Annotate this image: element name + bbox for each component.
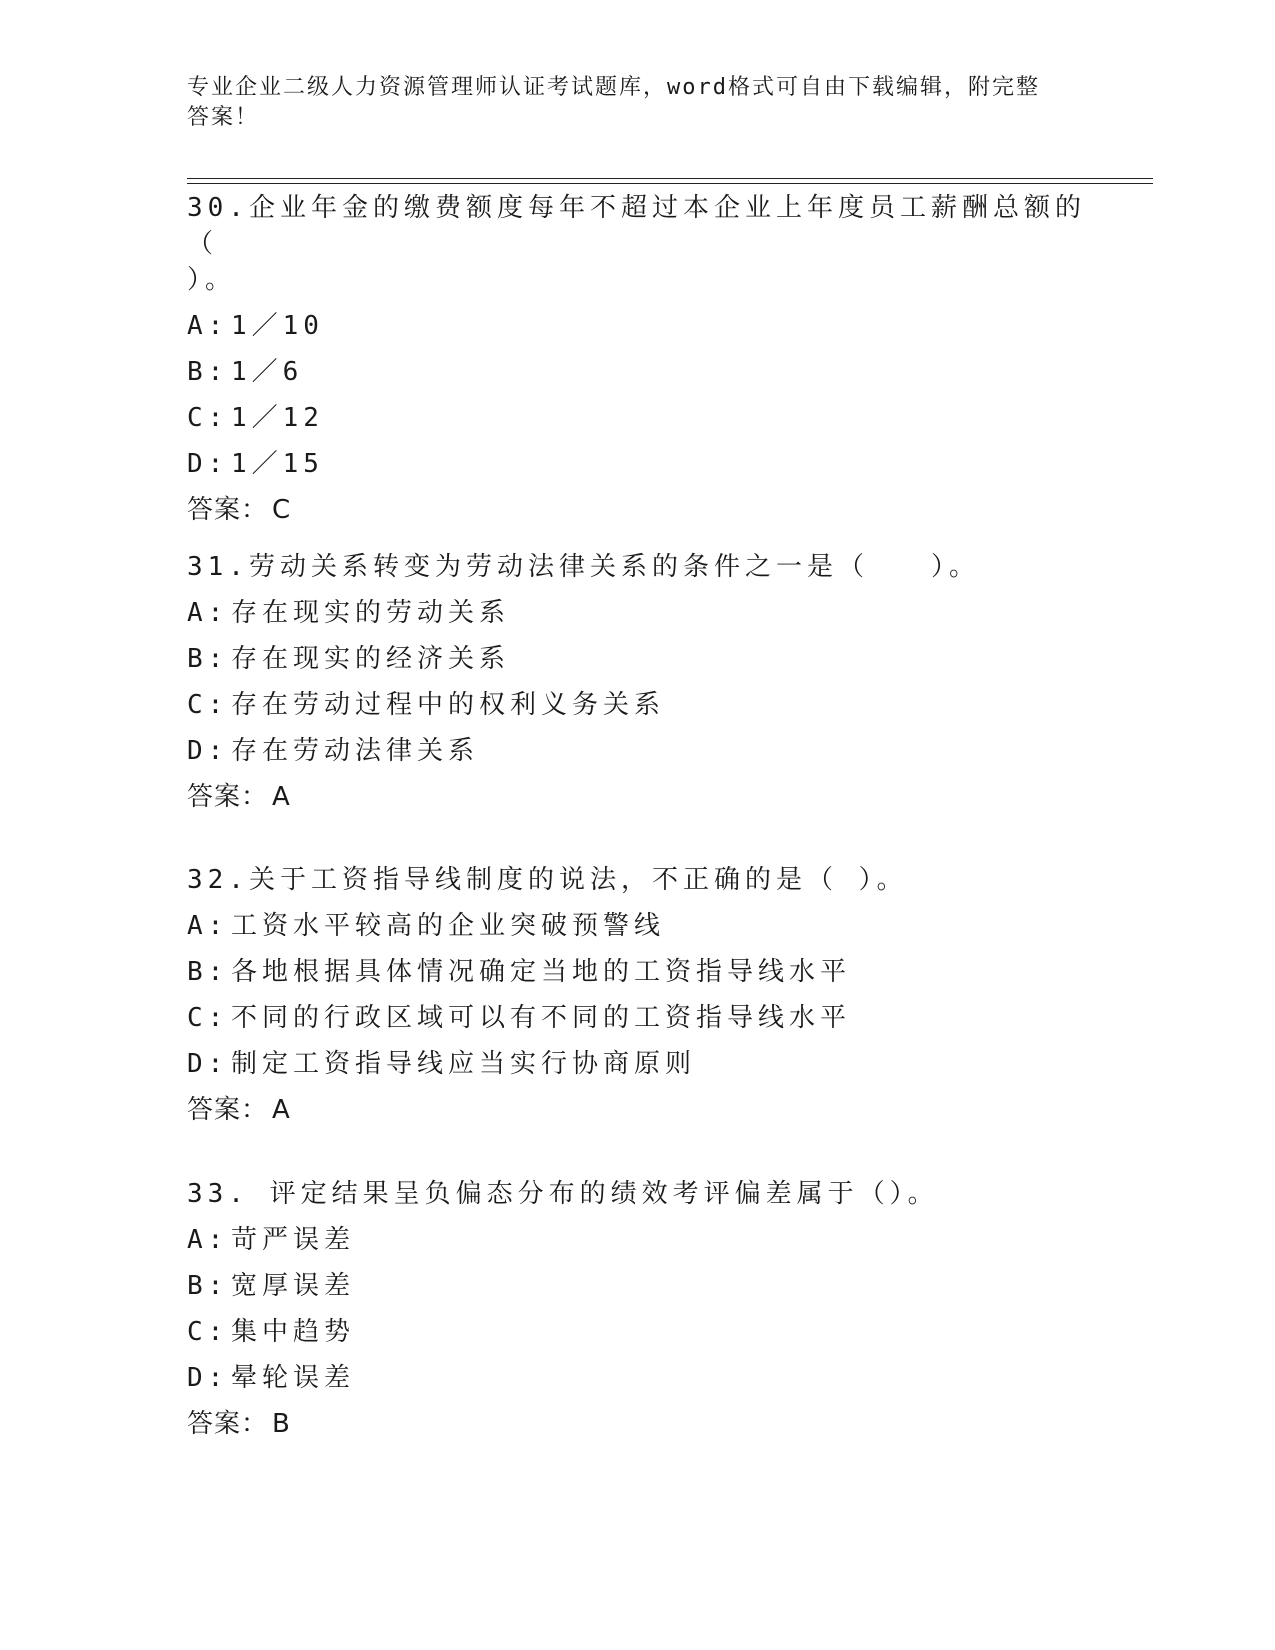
option-letter: A: bbox=[187, 1225, 229, 1255]
option-b bbox=[187, 636, 1087, 682]
option-text: 苛严误差 bbox=[231, 1225, 356, 1255]
option-c bbox=[187, 682, 1087, 728]
option-letter: C: bbox=[187, 403, 229, 433]
header-divider-bottom bbox=[187, 183, 1153, 184]
option-text: 存在劳动法律关系 bbox=[231, 736, 480, 766]
question-stem: 33. 评定结果呈负偏态分布的绩效考评偏差属于（）。 bbox=[187, 1179, 939, 1209]
option-letter: D: bbox=[187, 1363, 229, 1393]
option-d bbox=[187, 728, 1087, 774]
option-text: 制定工资指导线应当实行协商原则 bbox=[231, 1049, 697, 1079]
option-text: 不同的行政区域可以有不同的工资指导线水平 bbox=[231, 1003, 852, 1033]
answer-label: 答案： bbox=[187, 1409, 269, 1439]
header-divider-top bbox=[187, 178, 1153, 179]
option-a bbox=[187, 303, 1087, 349]
answer-line bbox=[187, 1087, 1087, 1133]
option-a bbox=[187, 1217, 1087, 1263]
option-text: 工资水平较高的企业突破预警线 bbox=[231, 911, 666, 941]
option-text: 各地根据具体情况确定当地的工资指导线水平 bbox=[231, 957, 852, 987]
option-letter: B: bbox=[187, 957, 229, 987]
option-c bbox=[187, 995, 1087, 1041]
option-c bbox=[187, 1309, 1087, 1355]
option-text: 存在现实的劳动关系 bbox=[231, 598, 511, 628]
question-stem: 30.企业年金的缴费额度每年不超过本企业上年度员工薪酬总额的（ bbox=[187, 193, 1086, 259]
option-a bbox=[187, 590, 1087, 636]
option-text: 1／10 bbox=[231, 311, 324, 341]
option-b bbox=[187, 949, 1087, 995]
question-stem: 32.关于工资指导线制度的说法，不正确的是（ ）。 bbox=[187, 865, 908, 895]
header-line-2: 答案！ bbox=[187, 105, 260, 130]
option-text: 集中趋势 bbox=[231, 1317, 356, 1347]
answer-line bbox=[187, 1401, 1087, 1447]
option-text: 1／15 bbox=[231, 449, 324, 479]
option-text: 1／6 bbox=[231, 357, 304, 387]
document-header bbox=[187, 73, 1087, 133]
question-33 bbox=[187, 1176, 1087, 1447]
option-letter: C: bbox=[187, 1317, 229, 1347]
question-30 bbox=[187, 190, 1087, 533]
question-stem: 31.劳动关系转变为劳动法律关系的条件之一是（ ）。 bbox=[187, 552, 980, 582]
option-text: 存在现实的经济关系 bbox=[231, 644, 511, 674]
option-a bbox=[187, 903, 1087, 949]
option-b bbox=[187, 1263, 1087, 1309]
question-31 bbox=[187, 549, 1087, 820]
option-text: 晕轮误差 bbox=[231, 1363, 356, 1393]
answer-value: A bbox=[272, 1095, 291, 1125]
answer-label: 答案： bbox=[187, 782, 269, 812]
header-line-1: 专业企业二级人力资源管理师认证考试题库，word格式可自由下载编辑，附完整 bbox=[187, 75, 1040, 100]
question-32 bbox=[187, 862, 1087, 1133]
option-b bbox=[187, 349, 1087, 395]
answer-label: 答案： bbox=[187, 495, 269, 525]
option-d bbox=[187, 1355, 1087, 1401]
option-letter: B: bbox=[187, 1271, 229, 1301]
option-d bbox=[187, 1041, 1087, 1087]
option-letter: A: bbox=[187, 911, 229, 941]
option-text: 1／12 bbox=[231, 403, 324, 433]
option-letter: B: bbox=[187, 644, 229, 674]
answer-value: A bbox=[272, 782, 291, 812]
option-letter: C: bbox=[187, 690, 229, 720]
option-letter: A: bbox=[187, 311, 229, 341]
option-c bbox=[187, 395, 1087, 441]
option-letter: B: bbox=[187, 357, 229, 387]
option-letter: C: bbox=[187, 1003, 229, 1033]
answer-value: C bbox=[272, 495, 292, 525]
option-text: 宽厚误差 bbox=[231, 1271, 356, 1301]
option-text: 存在劳动过程中的权利义务关系 bbox=[231, 690, 666, 720]
answer-line bbox=[187, 774, 1087, 820]
option-letter: D: bbox=[187, 1049, 229, 1079]
answer-value: B bbox=[272, 1409, 291, 1439]
option-letter: D: bbox=[187, 736, 229, 766]
question-stem-continued: ）。 bbox=[187, 265, 237, 295]
answer-label: 答案： bbox=[187, 1095, 269, 1125]
option-letter: D: bbox=[187, 449, 229, 479]
option-d bbox=[187, 441, 1087, 487]
option-letter: A: bbox=[187, 598, 229, 628]
answer-line bbox=[187, 487, 1087, 533]
